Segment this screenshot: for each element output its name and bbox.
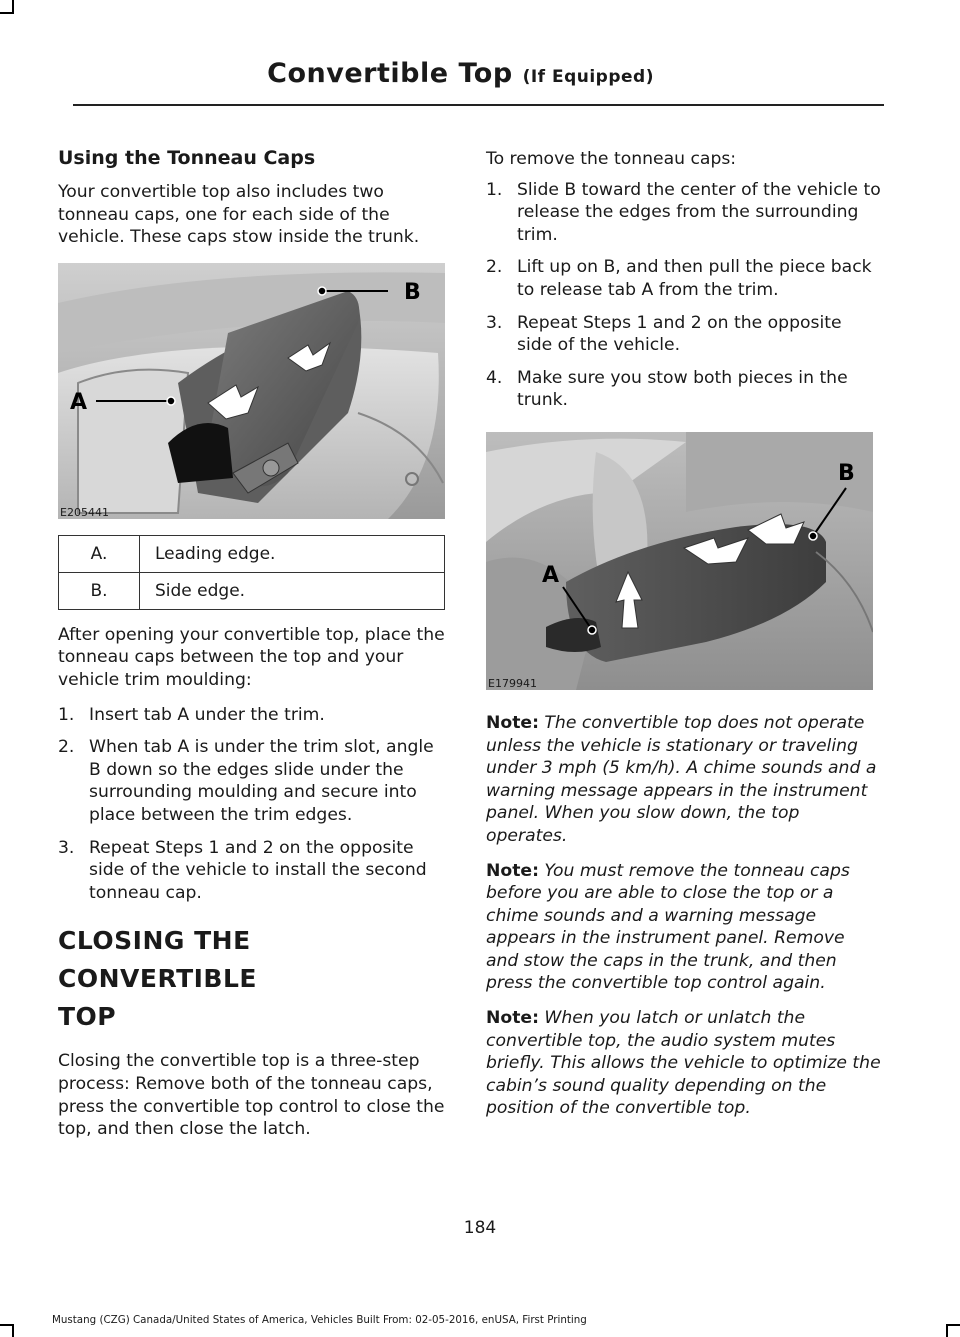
list-item [486,256,881,301]
after-opening-text: After opening your convertible top, place the tonneau caps between the top and your vehicle trim moulding: [58,624,445,690]
step-number: 3. [486,312,503,333]
header-title-text: Convertible Top [267,58,513,89]
section-heading-line: CLOSING THE CONVERTIBLE [58,926,257,994]
list-item [486,179,881,247]
list-item [486,367,881,412]
step-text: Repeat Steps 1 and 2 on the opposite side of the vehicle. [517,312,842,356]
section-heading-closing [58,922,448,1036]
legend-row [59,572,445,609]
step-number: 2. [486,257,503,278]
note-text: When you latch or unlatch the convertible top, the audio system mutes briefly. This allows the vehicle to optimize the cabin’s sound quality depending on the position of the convertible top. [486,1008,881,1119]
list-item [58,704,448,727]
left-column [58,147,448,1153]
header-rule [73,104,884,106]
step-text: When tab A is under the trim slot, angle B down so the edges slide under the surrounding moulding and secure into place between the trim edges. [89,737,434,825]
legend-key: B. [59,572,140,609]
page-number: 184 [463,1218,497,1238]
page-footer: Mustang (CZG) Canada/United States of America, Vehicles Built From: 02-05-2016, enUSA, First Printing [52,1314,587,1326]
legend-key: A. [59,535,140,572]
legend-row [59,535,445,572]
step-text: Lift up on B, and then pull the piece back to release tab A from the trim. [517,257,872,300]
remove-intro: To remove the tonneau caps: [486,149,737,169]
closing-text: Closing the convertible top is a three-step process: Remove both of the tonneau caps, press the convertible top control to close the top, and then close the latch. [58,1051,445,1140]
step-number: 2. [58,737,75,758]
legend-value: Leading edge. [140,535,445,572]
note-text: The convertible top does not operate unless the vehicle is stationary or traveling under 3 mph (5 km/h). A chime sounds and a warning message appears in the instrument panel. When you slow down, the top operates. [486,712,877,846]
step-text: Repeat Steps 1 and 2 on the opposite side of the vehicle to install the second tonneau cap. [89,837,427,903]
remove-steps-list [486,179,881,412]
section-heading-line: TOP [58,1002,117,1032]
header-subtitle: (If Equipped) [522,67,654,87]
step-text: Insert tab A under the trim. [89,704,325,725]
crop-mark [946,1324,948,1337]
step-number: 1. [58,704,75,725]
note-paragraph [486,860,881,996]
step-number: 3. [58,837,75,858]
figure-code: E205441 [60,505,109,519]
step-number: 1. [486,179,503,200]
figure-tonneau-remove [486,432,873,690]
legend-value: Side edge. [140,572,445,609]
page-header-title [267,58,654,89]
note-paragraph [486,712,881,848]
crop-mark [946,1324,960,1326]
step-number: 4. [486,367,503,388]
crop-mark [0,1324,12,1326]
note-label: Note: [486,712,539,733]
right-column [486,148,881,1132]
note-label: Note: [486,1008,539,1029]
step-text: Make sure you stow both pieces in the trunk. [517,367,848,411]
figure-code: E179941 [488,676,537,690]
note-paragraph [486,1007,881,1120]
install-steps-list [58,704,448,905]
section-heading-tonneau: Using the Tonneau Caps [58,147,316,169]
tonneau-install-illustration [58,263,445,519]
callout-a-label: A [70,389,88,415]
callout-a-label: A [542,562,560,588]
figure-tonneau-install [58,263,445,519]
crop-mark [12,1324,14,1337]
tonneau-remove-illustration [486,432,873,690]
list-item [58,736,448,826]
list-item [58,837,448,905]
tonneau-intro: Your convertible top also includes two tonneau caps, one for each side of the vehicle. These caps stow inside the trunk. [58,182,420,248]
list-item [486,312,881,357]
callout-b-label: B [404,279,421,305]
note-text: You must remove the tonneau caps before you are able to close the top or a chime sounds and a warning message appears in the instrument panel. Remove and stow the caps in the trunk, and then press the convertible top control again. [486,860,850,994]
callout-legend-table [58,535,445,610]
step-text: Slide B toward the center of the vehicle to release the edges from the surrounding trim. [517,179,881,245]
callout-b-label: B [838,460,855,486]
crop-mark [0,12,12,14]
note-label: Note: [486,860,539,881]
crop-mark [12,0,14,14]
